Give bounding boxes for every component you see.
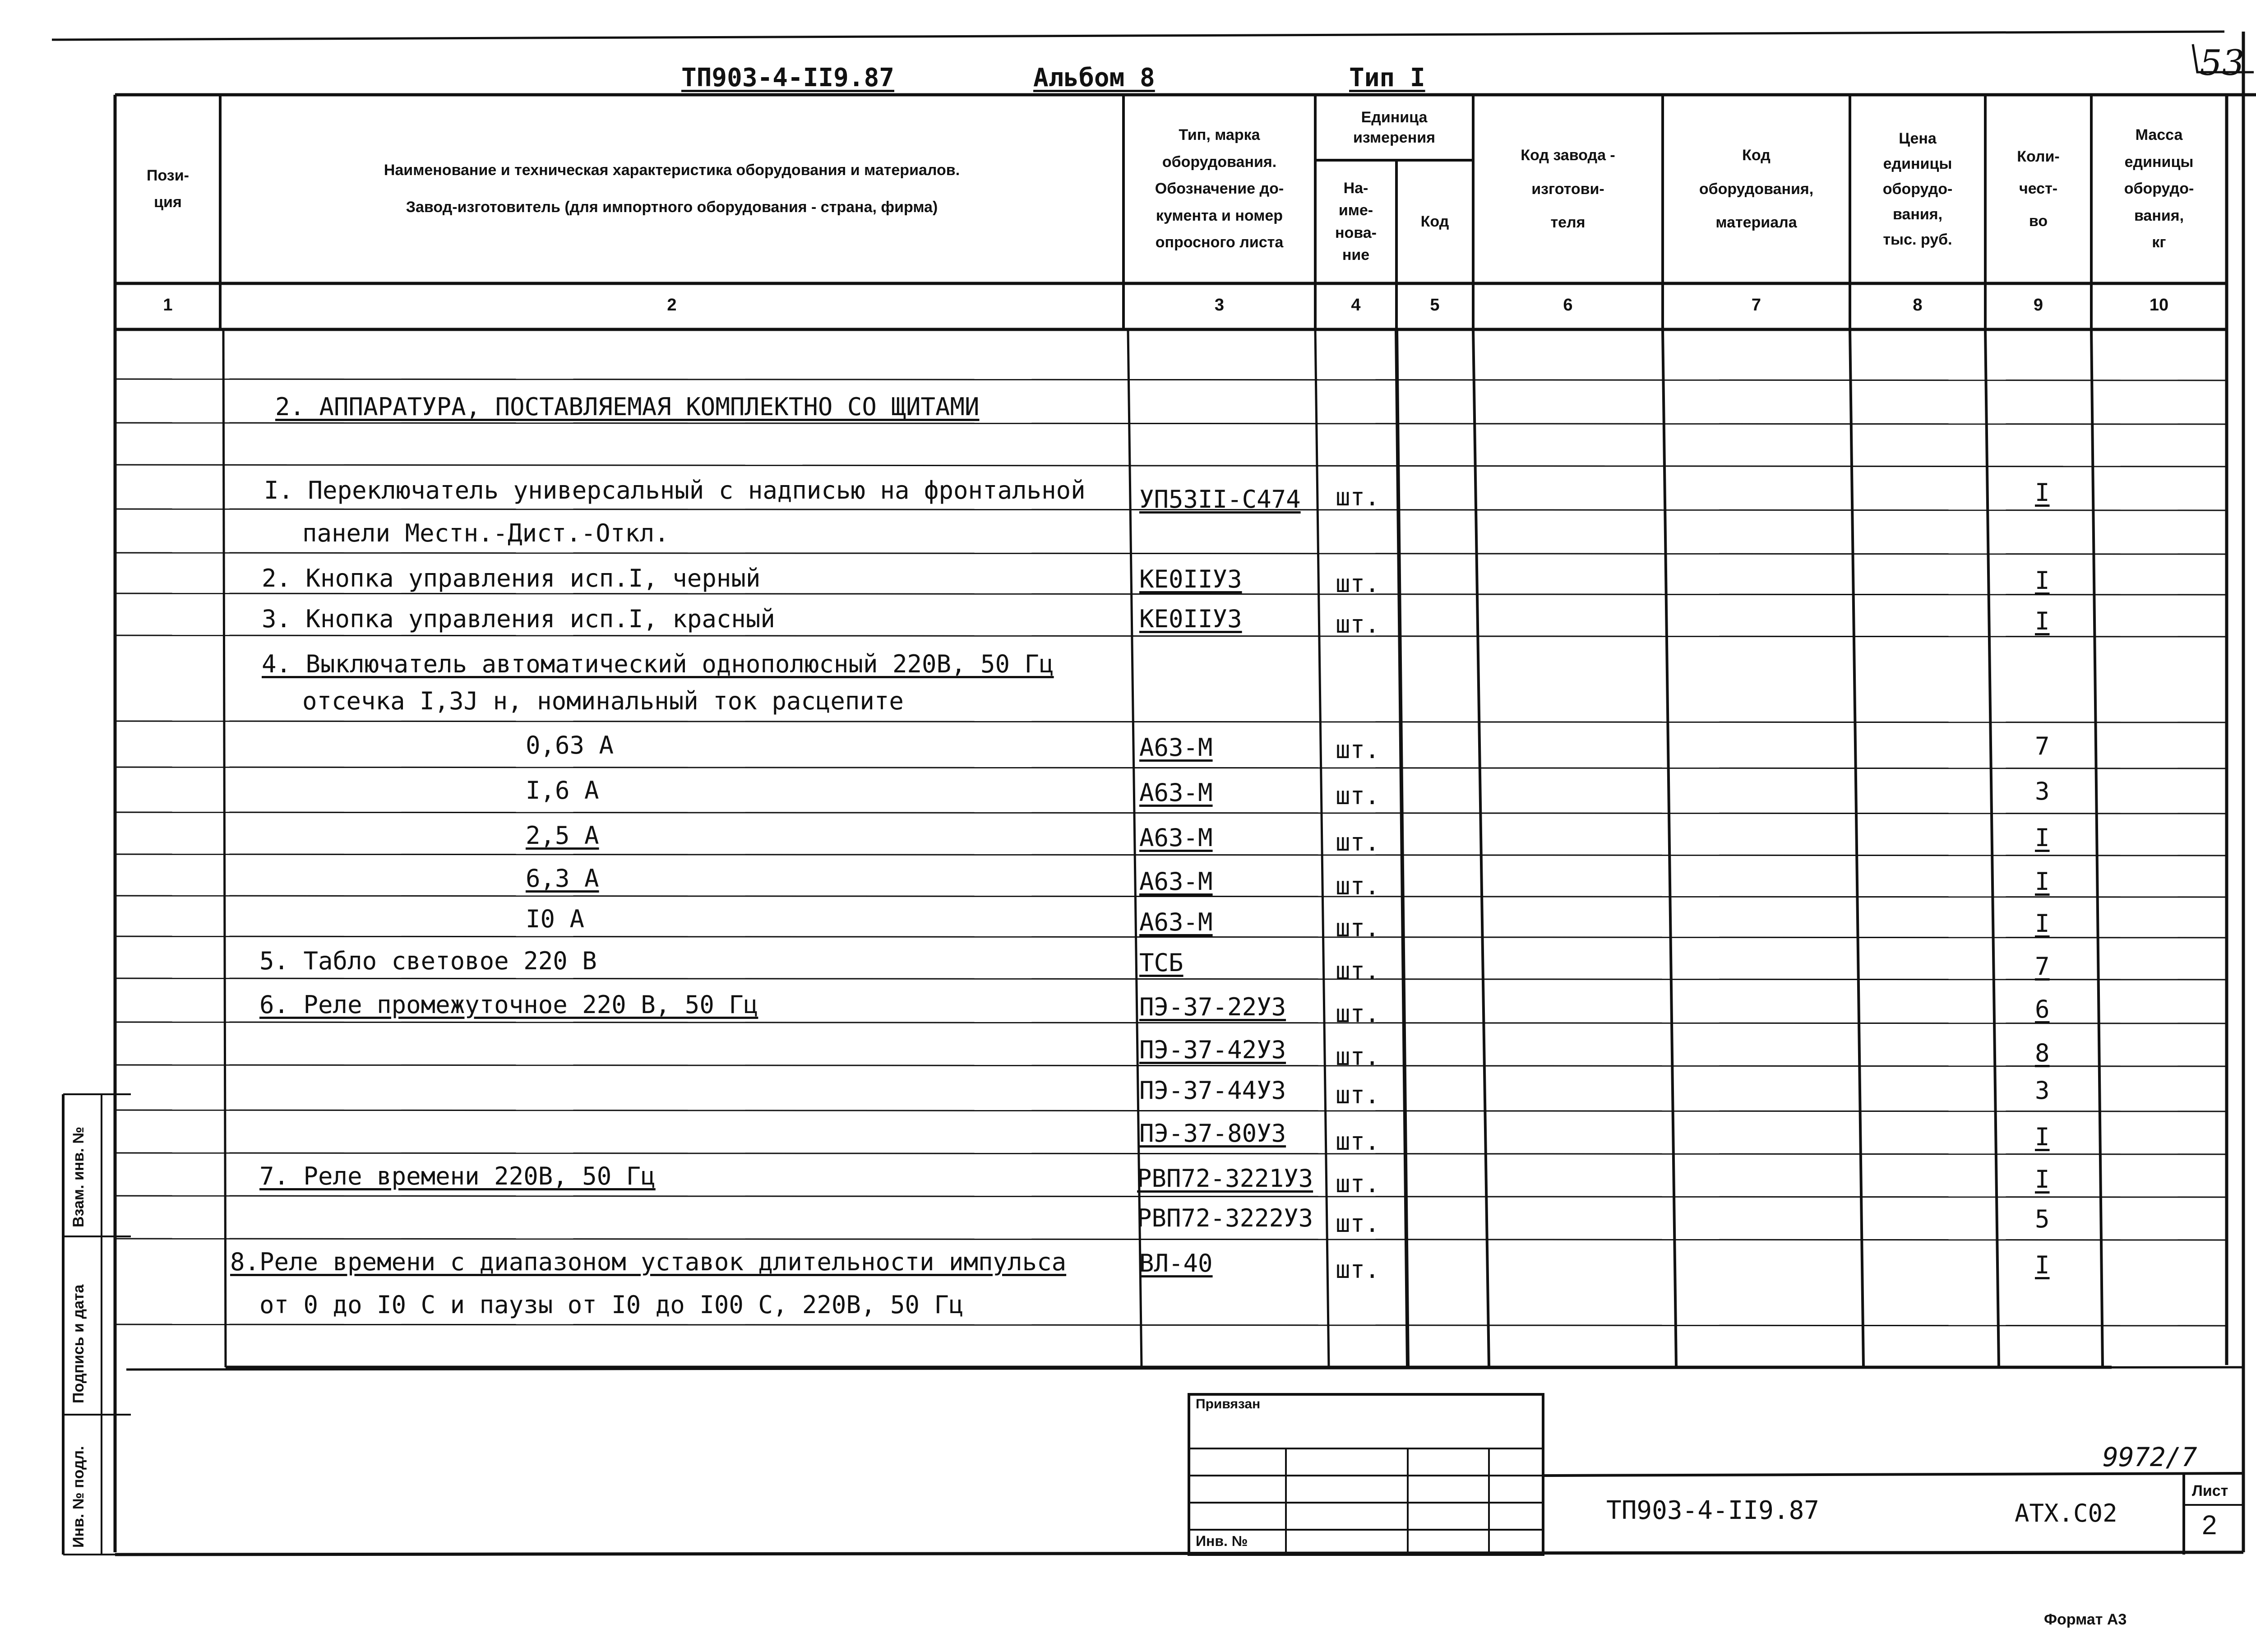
row-name: 3. Кнопка управления исп.I, красный [262,605,775,633]
row-name: I. Переключатель универсальный с надписью на фронтальной [264,476,1086,504]
row-qty: I [2035,1165,2050,1194]
column-number-10: 10 [2149,296,2169,315]
archive-number: 9972/7 [2103,1442,2197,1472]
row-unit: шт. [1336,1042,1380,1071]
header-unit-code: Код [1420,213,1449,230]
row-unit: шт. [1336,569,1380,598]
row-unit: шт. [1336,914,1380,942]
row-name: отсечка I,3J н, номинальный ток расцепите [302,687,904,715]
row-type: ПЭ-37-80У3 [1139,1119,1286,1148]
row-unit: шт. [1336,828,1380,856]
row-qty: 7 [2035,732,2050,760]
row-qty: I [2035,824,2050,852]
row-qty: 6 [2035,995,2050,1023]
row-qty: I [2035,1123,2050,1151]
header-unit-name: На- име- нова- ние [1335,179,1377,264]
row-unit: шт. [1336,1170,1380,1198]
sheet-label: Лист [2192,1482,2228,1499]
row-qty: 5 [2035,1205,2050,1233]
row-unit: шт. [1336,610,1380,639]
row-type: ПЭ-37-22У3 [1139,993,1286,1021]
inv-no-label: Инв. № [1196,1533,1248,1549]
side-vzam-inv: Взам. инв. № [70,1126,87,1227]
row-qty: 7 [2035,952,2050,981]
column-number-4: 4 [1351,296,1361,315]
row-name: панели Местн.-Дист.-Откл. [302,519,669,547]
row-qty: I [2035,478,2050,507]
row-type: ПЭ-37-44У3 [1139,1076,1286,1105]
column-number-6: 6 [1563,296,1573,315]
row-type: РВП72-3221У3 [1137,1164,1313,1193]
row-type: А63-М [1139,733,1213,762]
row-unit: шт. [1336,872,1380,900]
row-name: 7. Реле времени 220В, 50 Гц [259,1162,656,1190]
row-unit: шт. [1336,1081,1380,1109]
row-type: ВЛ-40 [1139,1249,1213,1277]
row-type: КЕ0IIУ3 [1139,565,1242,593]
row-qty: I [2035,1251,2050,1279]
row-name: 5. Табло световое 220 В [259,947,597,975]
column-number-8: 8 [1913,296,1923,315]
column-number-7: 7 [1751,296,1761,315]
doc-code-top: ТП903-4-II9.87 [681,63,895,93]
format-label: Формат А3 [2044,1611,2127,1628]
column-number-2: 2 [667,296,677,315]
type-label: Тип I [1349,63,1425,93]
row-name: 6. Реле промежуточное 220 В, 50 Гц [259,990,758,1019]
column-number-1: 1 [163,296,173,315]
row-unit: шт. [1336,1209,1380,1238]
sheet-number: 2 [2202,1510,2217,1540]
row-qty: I [2035,909,2050,938]
row-unit: шт. [1336,782,1380,810]
row-unit: шт. [1336,736,1380,764]
row-name: 6,3 А [526,864,599,893]
row-type: РВП72-3222У3 [1137,1204,1313,1232]
column-number-9: 9 [2033,296,2043,315]
row-name: 0,63 А [526,731,614,759]
row-qty: I [2035,566,2050,595]
row-unit: шт. [1336,1000,1380,1028]
header-quantity: Коли- чест- во [2017,148,2060,230]
header-type-mark: Тип, марка оборудования. Обозначение до- кумента и номер опросного листа [1155,126,1284,251]
row-qty: I [2035,867,2050,896]
attached-label: Привязан [1196,1397,1261,1411]
row-type: ТСБ [1139,949,1183,977]
row-qty: 3 [2035,777,2050,805]
row-unit: шт. [1336,957,1380,985]
album-label: Альбом 8 [1033,63,1155,93]
row-type: КЕ0IIУ3 [1139,605,1242,633]
header-position: Пози- ция [147,167,189,211]
row-unit: шт. [1336,1255,1380,1284]
section-title: 2. АППАРАТУРА, ПОСТАВЛЯЕМАЯ КОМПЛЕКТНО СО ЩИТАМИ [275,393,980,421]
row-unit: шт. [1336,1127,1380,1156]
row-qty: 3 [2035,1076,2050,1105]
column-number-5: 5 [1430,296,1440,315]
page-number: 53 [2200,43,2245,83]
side-sign-date: Подпись и дата [70,1284,87,1403]
doc-code-bottom: ТП903-4-II9.87 [1606,1496,1820,1525]
header-price: Цена единицы оборудо- вания, тыс. руб. [1882,130,1953,249]
header-name: Наименование и техническая характеристика оборудования и материалов. Завод-изготовитель (для импортного оборудования - страна, фирма) [384,162,960,216]
row-type: А63-М [1139,867,1213,896]
header-mass: Масса единицы оборудо- вания, кг [2124,126,2194,251]
sheet-code: АТХ.С02 [2015,1499,2117,1527]
row-type: УП53II-С474 [1139,485,1301,514]
row-type: ПЭ-37-42У3 [1139,1036,1286,1064]
row-name: 2,5 А [526,821,599,850]
row-name: I,6 А [526,776,599,805]
header-factory-code: Код завода - изготови- теля [1521,146,1615,231]
row-type: А63-М [1139,778,1213,807]
row-name: 8.Реле времени с диапазоном уставок длительности импульса [230,1248,1067,1276]
row-qty: I [2035,607,2050,635]
row-name: 2. Кнопка управления исп.I, черный [262,564,761,592]
row-qty: 8 [2035,1039,2050,1067]
column-number-3: 3 [1214,296,1225,315]
row-type: А63-М [1139,824,1213,852]
row-unit: шт. [1336,483,1380,511]
header-equipment-code: Код оборудования, материала [1699,146,1814,231]
row-name: от 0 до I0 С и паузы от I0 до I00 С, 220В, 50 Гц [259,1291,964,1319]
row-name: 4. Выключатель автоматический однополюсный 220В, 50 Гц [262,650,1054,678]
header-unit-group: Единица измерения [1353,109,1435,146]
row-type: А63-М [1139,908,1213,936]
side-inv-podl: Инв. № подл. [70,1446,87,1548]
row-name: I0 А [526,905,585,933]
